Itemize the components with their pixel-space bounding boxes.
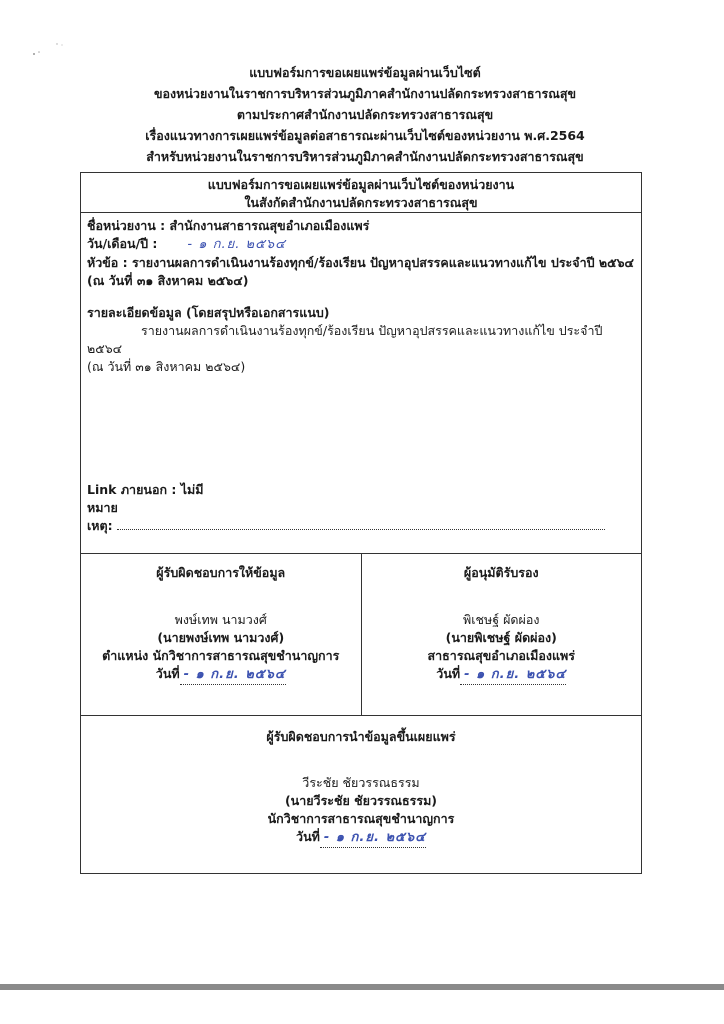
- scan-artifact: [30, 40, 70, 60]
- topic-value: รายงานผลการดำเนินงานร้องทุกข์/ร้องเรียน ปัญหาอุปสรรคและแนวทางแก้ไข ประจำปี ๒๕๖๔: [132, 255, 634, 270]
- link-row: [87, 481, 627, 499]
- topic-row: [87, 254, 633, 272]
- form-title-line-1: แบบฟอร์มการขอเผยแพร่ข้อมูลผ่านเว็บไซต์ของหน่วยงาน: [207, 177, 515, 192]
- publisher-date-row: [81, 828, 641, 848]
- provider-date-label: วันที่: [155, 666, 180, 681]
- form-title-line-2: ในสังกัดสำนักงานปลัดกระทรวงสาธารณสุข: [244, 195, 478, 210]
- approver-signature-block: [361, 554, 642, 715]
- form-title: [81, 173, 641, 213]
- form-box: [80, 172, 642, 874]
- date-row: [87, 235, 633, 254]
- note-label-1: หมาย: [87, 500, 118, 515]
- publisher-signature: วีระชัย ชัยวรรณธรรม: [302, 775, 420, 790]
- approver-heading: ผู้อนุมัติรับรอง: [463, 565, 539, 580]
- date-value: - ๑ ก.ย. ๒๕๖๔: [187, 237, 286, 252]
- provider-position: ตำแหน่ง นักวิชาการสาธารณสุขชำนาญการ: [102, 648, 340, 663]
- document-header: [80, 62, 650, 167]
- provider-date-row: [81, 665, 361, 685]
- agency-value: สำนักงานสาธารณสุขอำเภอเมืองแพร่: [169, 218, 370, 233]
- publisher-date-value: - ๑ ก.ย. ๒๕๖๔: [323, 830, 426, 845]
- publisher-position: นักวิชาการสาธารณสุขชำนาญการ: [267, 811, 455, 826]
- publisher-signature-block: [81, 728, 641, 848]
- approver-name: (นายพิเชษฐ์ ผัดผ่อง): [445, 630, 557, 645]
- publisher-date-label: วันที่: [296, 829, 320, 844]
- detail-label: รายละเอียดข้อมูล (โดยสรุปหรือเอกสารแนบ): [87, 305, 330, 320]
- header-line-1: แบบฟอร์มการขอเผยแพร่ข้อมูลผ่านเว็บไซต์: [249, 65, 481, 80]
- topic-value-line-2: (ณ วันที่ ๓๑ สิงหาคม ๒๕๖๔): [87, 273, 249, 288]
- provider-heading: ผู้รับผิดชอบการให้ข้อมูล: [156, 565, 286, 580]
- approver-position: สาธารณสุขอำเภอเมืองแพร่: [427, 648, 575, 663]
- link-value: ไม่มี: [180, 482, 204, 497]
- signature-row: [81, 554, 641, 716]
- link-block: [87, 481, 627, 535]
- approver-date-value: - ๑ ก.ย. ๒๕๖๔: [464, 667, 567, 682]
- header-line-4: เรื่องแนวทางการเผยแพร่ข้อมูลต่อสาธารณะผ่านเว็บไซต์ของหน่วยงาน พ.ศ.2564: [145, 128, 585, 143]
- header-line-2: ของหน่วยงานในราชการบริหารส่วนภูมิภาคสำนักงานปลัดกระทรวงสาธารณสุข: [153, 86, 577, 101]
- note-dotted-line: [117, 517, 605, 530]
- provider-signature-block: [81, 554, 361, 715]
- provider-name: (นายพงษ์เทพ นามวงศ์): [157, 630, 285, 645]
- approver-date-row: [362, 665, 642, 685]
- provider-date-value: - ๑ ก.ย. ๒๕๖๔: [183, 667, 286, 682]
- form-info-section: [81, 213, 641, 554]
- publisher-name: (นายวีระชัย ชัยวรรณธรรม): [284, 793, 438, 808]
- scan-bottom-edge: [0, 984, 724, 990]
- note-row: [87, 517, 627, 535]
- agency-label: ชื่อหน่วยงาน :: [87, 218, 166, 233]
- header-line-5: สำหรับหน่วยงานในราชการบริหารส่วนภูมิภาคสำนักงานปลัดกระทรวงสาธารณสุข: [146, 149, 584, 164]
- approver-date-label: วันที่: [436, 666, 461, 681]
- topic-label: หัวข้อ :: [87, 255, 128, 270]
- approver-signature: พิเชษฐ์ ผัดผ่อง: [463, 612, 540, 627]
- publisher-heading: ผู้รับผิดชอบการนำข้อมูลขึ้นเผยแพร่: [266, 729, 456, 744]
- detail-value: รายงานผลการดำเนินงานร้องทุกข์/ร้องเรียน ปัญหาอุปสรรคและแนวทางแก้ไข ประจำปี ๒๕๖๔: [87, 323, 603, 356]
- header-line-3: ตามประกาศสำนักงานปลัดกระทรวงสาธารณสุข: [236, 107, 494, 122]
- provider-signature: พงษ์เทพ นามวงศ์: [174, 612, 267, 627]
- detail-value-line-2: (ณ วันที่ ๓๑ สิงหาคม ๒๕๖๔): [87, 359, 246, 374]
- link-label: Link ภายนอก :: [87, 482, 177, 497]
- agency-row: [87, 217, 633, 235]
- note-label-2: เหตุ:: [87, 518, 113, 533]
- date-label: วัน/เดือน/ปี :: [87, 236, 158, 251]
